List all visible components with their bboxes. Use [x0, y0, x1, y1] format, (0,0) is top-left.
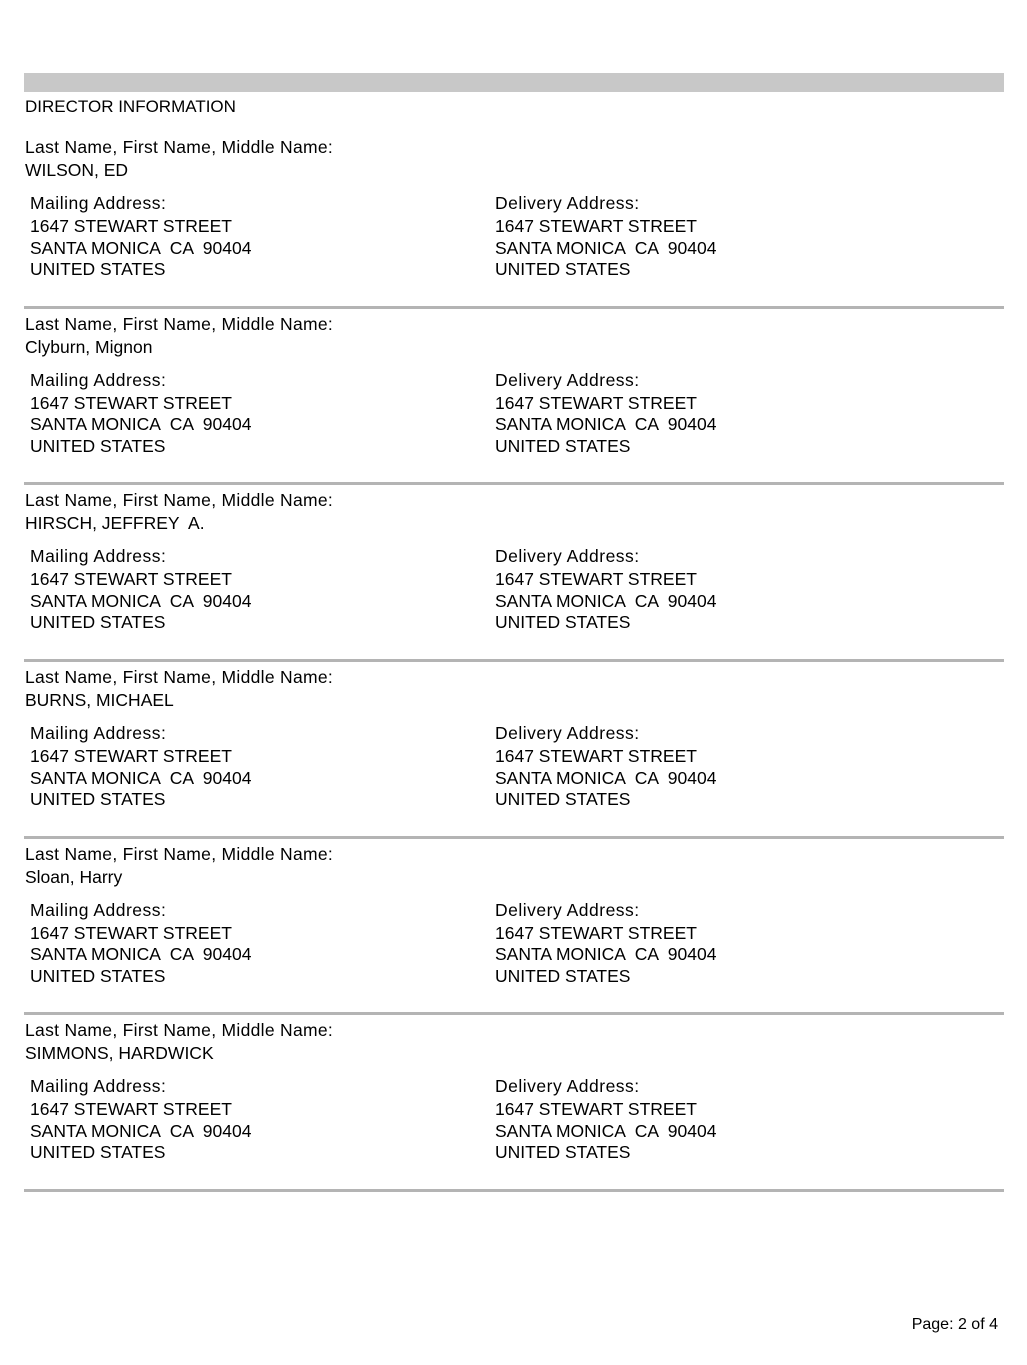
address-street: 1647 STEWART STREET	[30, 569, 232, 590]
delivery-address	[495, 545, 935, 634]
mailing-address	[30, 899, 470, 988]
mailing-address-label: Mailing Address:	[30, 899, 167, 920]
address-city: SANTA MONICA CA 90404	[30, 944, 252, 965]
page-number: Page: 2 of 4	[911, 1316, 998, 1333]
address-street: 1647 STEWART STREET	[495, 1099, 697, 1120]
address-city: SANTA MONICA CA 90404	[495, 767, 717, 788]
address-street: 1647 STEWART STREET	[30, 216, 232, 236]
address-street: 1647 STEWART STREET	[30, 922, 232, 943]
address-country: UNITED STATES	[30, 1142, 166, 1163]
director-entry	[24, 1017, 1004, 1192]
name-label: Last Name, First Name, Middle Name:	[25, 137, 334, 157]
mailing-address-label: Mailing Address:	[30, 369, 167, 390]
director-name: SIMMONS, HARDWICK	[25, 1043, 214, 1064]
address-country: UNITED STATES	[30, 612, 166, 633]
address-street: 1647 STEWART STREET	[495, 569, 697, 590]
address-city: SANTA MONICA CA 90404	[30, 1120, 252, 1141]
director-entry	[24, 841, 1004, 1016]
address-country: UNITED STATES	[30, 259, 166, 279]
delivery-address-label: Delivery Address:	[495, 193, 640, 213]
address-street: 1647 STEWART STREET	[495, 392, 697, 413]
director-name: HIRSCH, JEFFREY A.	[25, 513, 205, 534]
address-city: SANTA MONICA CA 90404	[495, 1120, 717, 1141]
delivery-address-label: Delivery Address:	[495, 369, 640, 390]
delivery-address	[495, 899, 935, 988]
name-label: Last Name, First Name, Middle Name:	[25, 313, 334, 334]
director-entry	[24, 134, 1004, 309]
name-label: Last Name, First Name, Middle Name:	[25, 843, 334, 864]
delivery-address-label: Delivery Address:	[495, 899, 640, 920]
director-list	[24, 134, 1004, 1192]
address-city: SANTA MONICA CA 90404	[30, 237, 252, 258]
mailing-address	[30, 545, 470, 634]
address-country: UNITED STATES	[30, 965, 166, 986]
address-city: SANTA MONICA CA 90404	[30, 590, 252, 611]
address-street: 1647 STEWART STREET	[495, 922, 697, 943]
mailing-address	[30, 1075, 470, 1164]
delivery-address	[495, 192, 935, 281]
address-city: SANTA MONICA CA 90404	[495, 944, 717, 965]
director-name: Clyburn, Mignon	[25, 336, 153, 357]
address-street: 1647 STEWART STREET	[495, 746, 697, 767]
name-label: Last Name, First Name, Middle Name:	[25, 667, 334, 688]
address-city: SANTA MONICA CA 90404	[495, 414, 717, 435]
address-country: UNITED STATES	[495, 1142, 631, 1163]
address-country: UNITED STATES	[30, 789, 166, 810]
director-name: Sloan, Harry	[25, 866, 123, 887]
address-country: UNITED STATES	[495, 259, 631, 279]
address-country: UNITED STATES	[30, 435, 166, 456]
address-street: 1647 STEWART STREET	[495, 216, 697, 236]
address-street: 1647 STEWART STREET	[30, 1099, 232, 1120]
section-header-bar	[24, 73, 1004, 92]
director-entry	[24, 487, 1004, 662]
director-name: WILSON, ED	[25, 160, 129, 180]
director-entry	[24, 664, 1004, 839]
address-city: SANTA MONICA CA 90404	[30, 767, 252, 788]
mailing-address-label: Mailing Address:	[30, 546, 167, 567]
address-street: 1647 STEWART STREET	[30, 746, 232, 767]
name-label: Last Name, First Name, Middle Name:	[25, 490, 334, 511]
name-label: Last Name, First Name, Middle Name:	[25, 1020, 334, 1041]
address-country: UNITED STATES	[495, 612, 631, 633]
mailing-address-label: Mailing Address:	[30, 193, 167, 213]
mailing-address	[30, 722, 470, 811]
delivery-address-label: Delivery Address:	[495, 723, 640, 744]
mailing-address	[30, 369, 470, 458]
mailing-address-label: Mailing Address:	[30, 723, 167, 744]
delivery-address	[495, 369, 935, 458]
address-city: SANTA MONICA CA 90404	[30, 414, 252, 435]
address-street: 1647 STEWART STREET	[30, 392, 232, 413]
address-city: SANTA MONICA CA 90404	[495, 590, 717, 611]
delivery-address-label: Delivery Address:	[495, 1076, 640, 1097]
address-country: UNITED STATES	[495, 789, 631, 810]
mailing-address	[30, 192, 470, 281]
section-title: DIRECTOR INFORMATION	[25, 97, 236, 116]
address-country: UNITED STATES	[495, 965, 631, 986]
delivery-address	[495, 722, 935, 811]
director-name: BURNS, MICHAEL	[25, 690, 174, 711]
director-entry	[24, 311, 1004, 486]
address-city: SANTA MONICA CA 90404	[495, 237, 717, 258]
delivery-address-label: Delivery Address:	[495, 546, 640, 567]
mailing-address-label: Mailing Address:	[30, 1076, 167, 1097]
address-country: UNITED STATES	[495, 435, 631, 456]
delivery-address	[495, 1075, 935, 1164]
